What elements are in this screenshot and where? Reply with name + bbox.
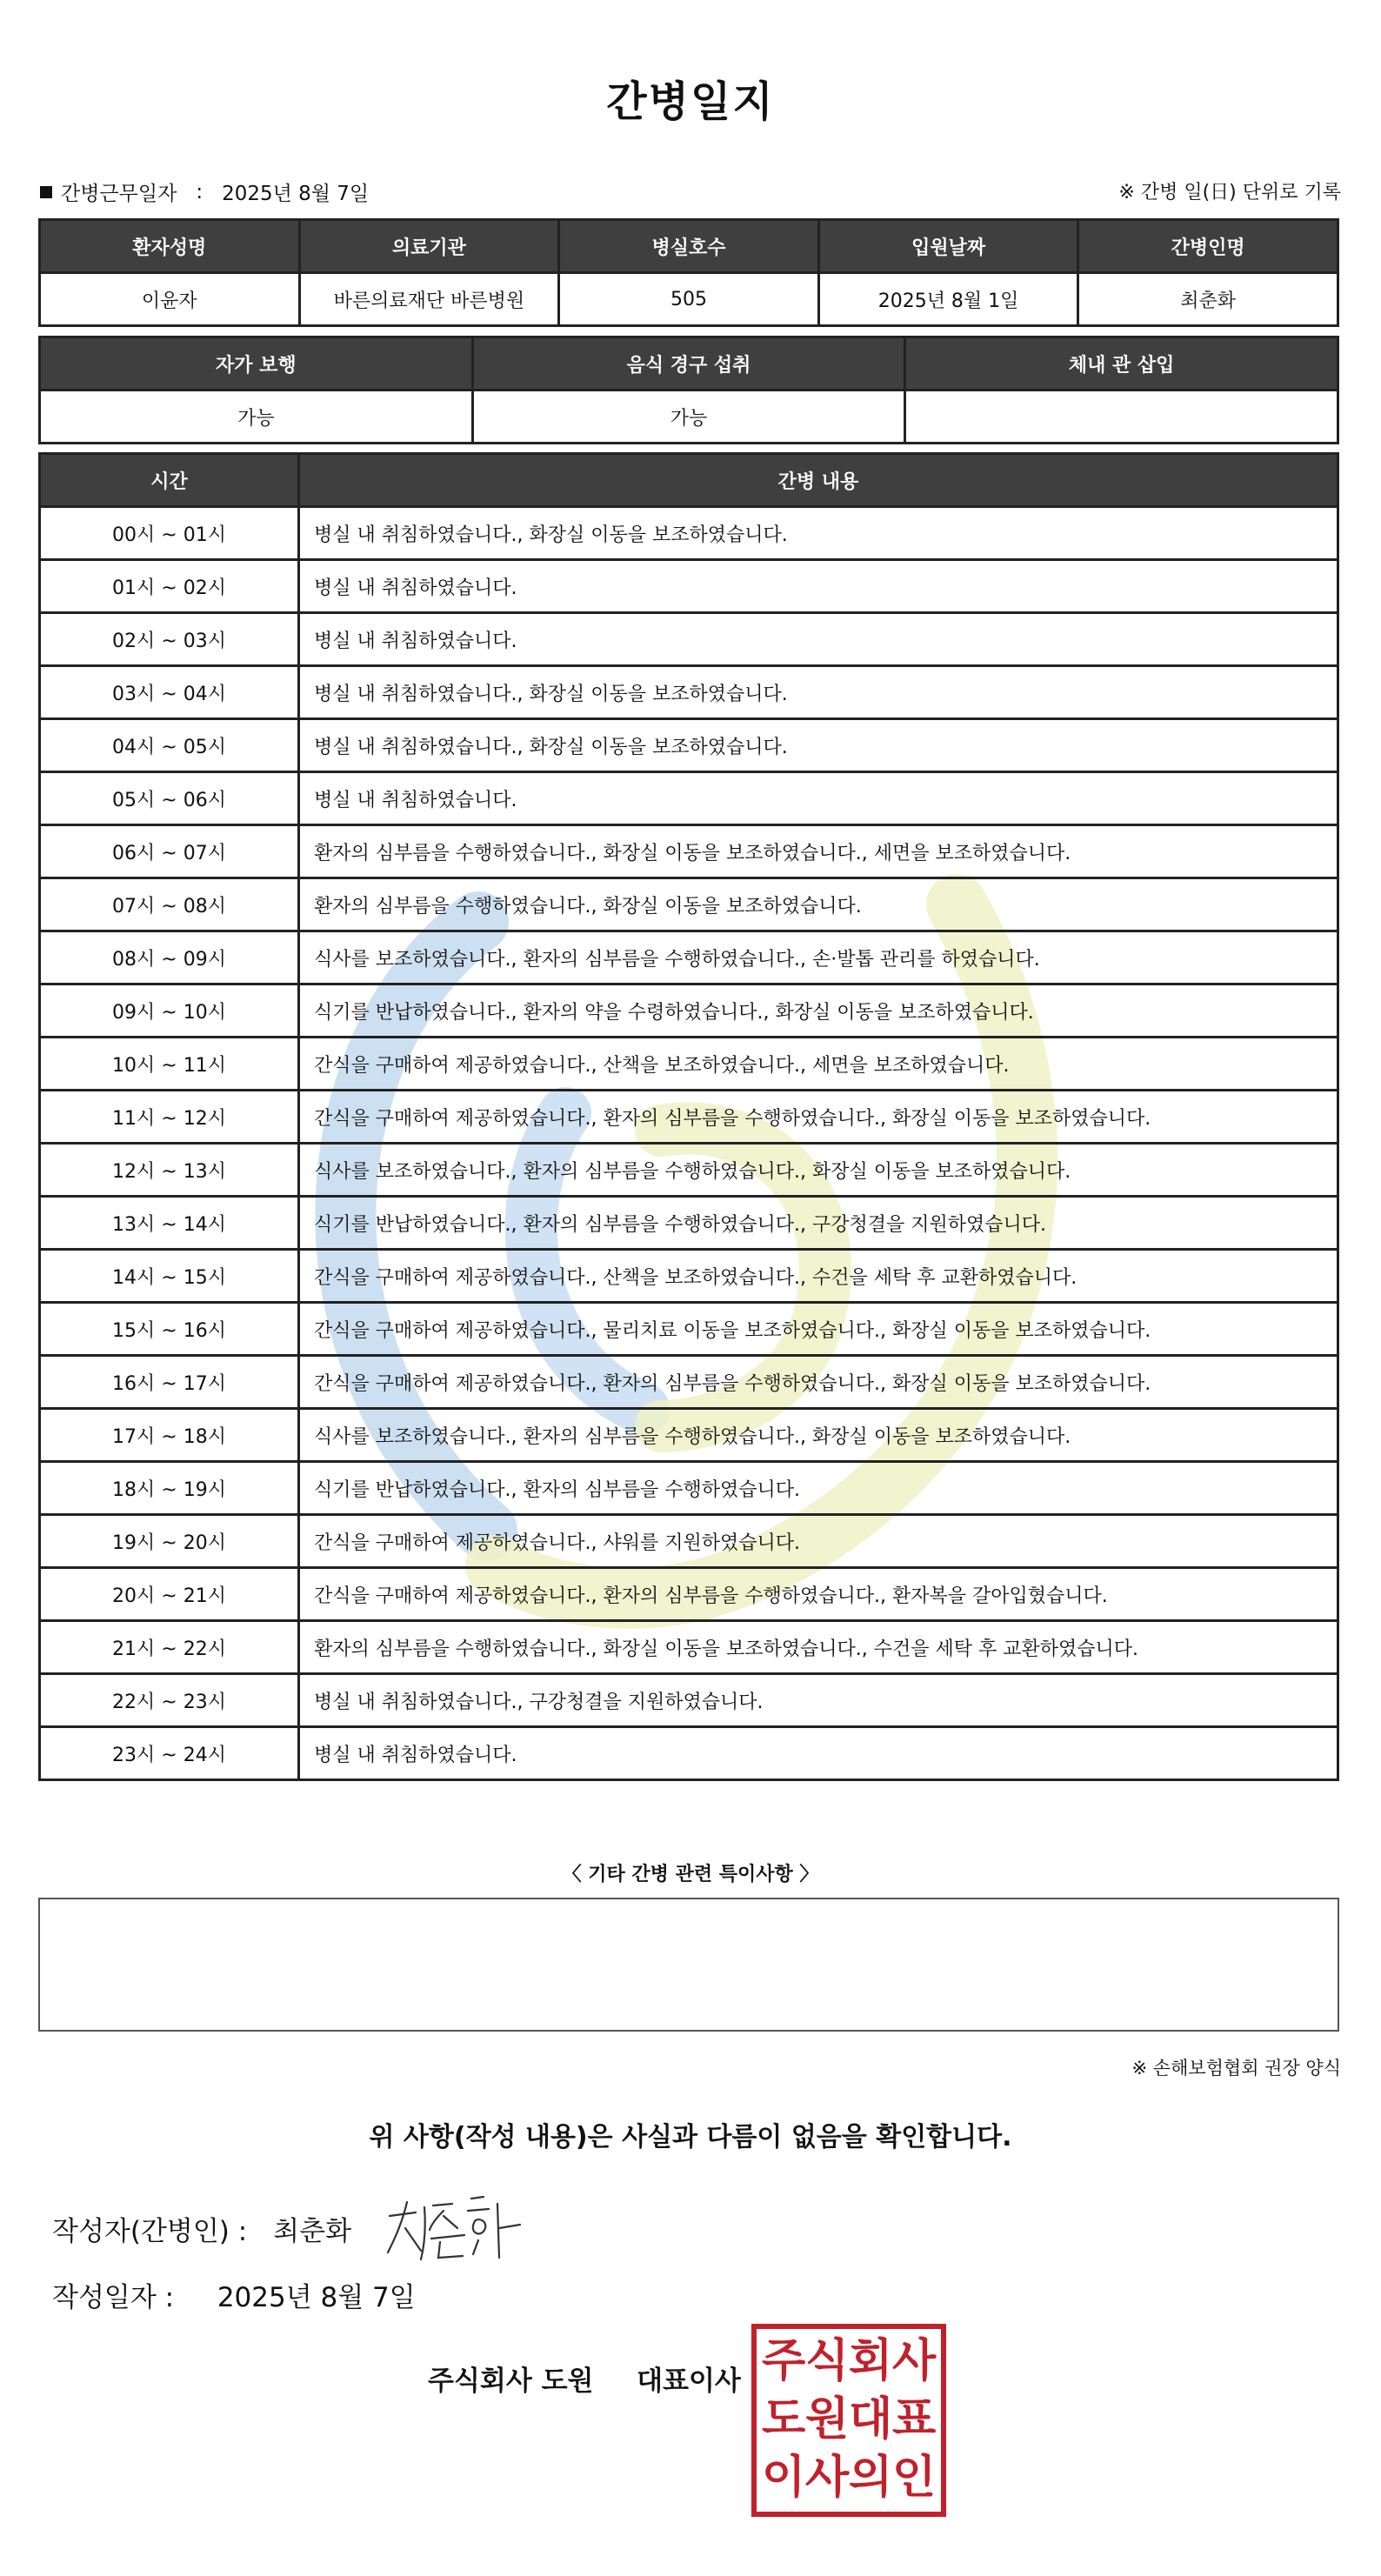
writer-line [52,2209,351,2248]
special-notes-title: 〈 기타 간병 관련 특이사항 〉 [562,1864,819,1885]
log-content: 환자의 심부름을 수행하였습니다., 화장실 이동을 보조하였습니다., 수건을 세탁 후 교환하였습니다. [299,1621,1338,1674]
table-row [40,984,1338,1038]
log-content: 병실 내 취침하였습니다., 화장실 이동을 보조하였습니다. [299,507,1338,560]
log-content: 식기를 반납하였습니다., 환자의 약을 수령하였습니다., 화장실 이동을 보조하였습니다. [299,984,1338,1038]
log-time: 21시 ~ 22시 [40,1621,299,1674]
log-content: 환자의 심부름을 수행하였습니다., 화장실 이동을 보조하였습니다., 세면을 보조하였습니다. [299,825,1338,878]
log-time: 19시 ~ 20시 [40,1515,299,1568]
log-content: 간식을 구매하여 제공하였습니다., 샤워를 지원하였습니다. [299,1515,1338,1568]
patient-info-table [38,218,1339,327]
log-content: 간식을 구매하여 제공하였습니다., 물리치료 이동을 보조하였습니다., 화장실 이동을 보조하였습니다. [299,1303,1338,1356]
care-date-value: 2025년 8월 7일 [222,183,370,205]
log-time: 04시 ~ 05시 [40,719,299,772]
log-time: 17시 ~ 18시 [40,1409,299,1462]
log-content: 병실 내 취침하였습니다. [299,560,1338,613]
patient-info-value-row [40,273,1338,326]
company-line [428,2359,741,2398]
log-content: 환자의 심부름을 수행하였습니다., 화장실 이동을 보조하였습니다. [299,878,1338,931]
company-role: 대표이사 [637,2366,741,2397]
table-row [40,1303,1338,1356]
log-time: 01시 ~ 02시 [40,560,299,613]
header-tube-insertion: 체내 관 삽입 [905,337,1338,390]
write-date-label: 작성일자 : [52,2282,175,2313]
log-time: 11시 ~ 12시 [40,1091,299,1144]
log-time: 02시 ~ 03시 [40,613,299,666]
log-time: 10시 ~ 11시 [40,1038,299,1091]
log-content: 식사를 보조하였습니다., 환자의 심부름을 수행하였습니다., 화장실 이동을 보조하였습니다. [299,1409,1338,1462]
log-body [40,507,1338,1780]
log-content: 식사를 보조하였습니다., 환자의 심부름을 수행하였습니다., 손·발톱 관리를 하였습니다. [299,931,1338,984]
seal-character: 회 [849,2335,893,2387]
care-date-label: 간병근무일자 [61,183,177,205]
patient-name: 이윤자 [40,273,300,326]
table-row [40,1409,1338,1462]
header-patient-name: 환자성명 [40,220,300,273]
log-time: 09시 ~ 10시 [40,984,299,1038]
table-row [40,825,1338,878]
record-unit-note: ※ 간병 일(日) 단위로 기록 [1118,182,1341,204]
table-row [40,1568,1338,1621]
hospital-name: 바른의료재단 바른병원 [299,273,559,326]
log-content: 식기를 반납하였습니다., 환자의 심부름을 수행하였습니다., 구강청결을 지원하였습니다. [299,1197,1338,1250]
log-time: 06시 ~ 07시 [40,825,299,878]
seal-character: 사 [805,2452,850,2504]
header-hospital: 의료기관 [299,220,559,273]
write-date-line [52,2275,416,2314]
log-content: 병실 내 취침하였습니다. [299,1727,1338,1780]
bullet-square-icon [40,186,52,198]
writer-label: 작성자(간병인) : [52,2216,248,2247]
table-row [40,931,1338,984]
header-care-content: 간병 내용 [299,454,1338,507]
table-row [40,1144,1338,1197]
log-time: 20시 ~ 21시 [40,1568,299,1621]
log-content: 병실 내 취침하였습니다. [299,772,1338,825]
log-content: 식사를 보조하였습니다., 환자의 심부름을 수행하였습니다., 화장실 이동을 보조하였습니다. [299,1144,1338,1197]
oral-intake-value: 가능 [472,390,905,444]
table-row [40,1356,1338,1409]
company-seal-stamp [751,2324,946,2517]
care-date-separator: : [196,180,203,204]
header-time: 시간 [40,454,299,507]
seal-character: 대 [849,2393,893,2446]
table-row [40,560,1338,613]
special-notes-box [38,1898,1339,2032]
seal-character: 도 [762,2393,806,2446]
log-time: 08시 ~ 09시 [40,931,299,984]
log-content: 간식을 구매하여 제공하였습니다., 산책을 보조하였습니다., 수건을 세탁 후 교환하였습니다. [299,1250,1338,1303]
table-row [40,719,1338,772]
company-name: 주식회사 도원 [428,2366,594,2397]
log-content: 병실 내 취침하였습니다., 화장실 이동을 보조하였습니다. [299,666,1338,719]
seal-character: 의 [849,2452,893,2504]
seal-character: 표 [892,2393,937,2446]
hourly-care-log-table [38,452,1339,1781]
log-content: 간식을 구매하여 제공하였습니다., 환자의 심부름을 수행하였습니다., 환자복을 갈아입혔습니다. [299,1568,1338,1621]
handwritten-signature-icon [381,2190,529,2268]
log-content: 병실 내 취침하였습니다. [299,613,1338,666]
log-content: 식기를 반납하였습니다., 환자의 심부름을 수행하였습니다. [299,1462,1338,1515]
table-row [40,666,1338,719]
header-oral-intake: 음식 경구 섭취 [472,337,905,390]
header-caregiver-name: 간병인명 [1078,220,1338,273]
log-time: 07시 ~ 08시 [40,878,299,931]
log-content: 간식을 구매하여 제공하였습니다., 산책을 보조하였습니다., 세면을 보조하였습니다. [299,1038,1338,1091]
log-content: 간식을 구매하여 제공하였습니다., 환자의 심부름을 수행하였습니다., 화장실 이동을 보조하였습니다. [299,1091,1338,1144]
recommend-form-note: ※ 손해보험협회 권장 양식 [1131,2058,1341,2079]
log-time: 03시 ~ 04시 [40,666,299,719]
log-content: 병실 내 취침하였습니다., 화장실 이동을 보조하였습니다. [299,719,1338,772]
seal-characters [762,2332,936,2508]
log-time: 12시 ~ 13시 [40,1144,299,1197]
care-date-line [40,177,369,206]
log-time: 05시 ~ 06시 [40,772,299,825]
table-row [40,1674,1338,1727]
room-number: 505 [559,273,819,326]
log-time: 15시 ~ 16시 [40,1303,299,1356]
status-value-row [40,390,1338,444]
seal-character: 주 [762,2335,806,2387]
table-row [40,1091,1338,1144]
writer-name: 최춘화 [273,2216,352,2247]
table-row [40,772,1338,825]
seal-character: 이 [762,2452,806,2504]
log-time: 16시 ~ 17시 [40,1356,299,1409]
table-row [40,1462,1338,1515]
log-time: 18시 ~ 19시 [40,1462,299,1515]
seal-character: 인 [892,2452,937,2504]
table-row [40,613,1338,666]
log-time: 22시 ~ 23시 [40,1674,299,1727]
header-room-number: 병실호수 [559,220,819,273]
seal-character: 사 [892,2335,937,2387]
seal-character: 원 [805,2393,850,2446]
log-content: 병실 내 취침하였습니다., 구강청결을 지원하였습니다. [299,1674,1338,1727]
table-row [40,1038,1338,1091]
confirmation-statement: 위 사항(작성 내용)은 사실과 다름이 없음을 확인합니다. [369,2122,1012,2152]
patient-info-header-row [40,220,1338,273]
log-time: 13시 ~ 14시 [40,1197,299,1250]
log-time: 00시 ~ 01시 [40,507,299,560]
log-time: 23시 ~ 24시 [40,1727,299,1780]
patient-status-table [38,336,1339,444]
table-row [40,878,1338,931]
table-row [40,1727,1338,1780]
table-row [40,507,1338,560]
header-admission-date: 입원날짜 [818,220,1078,273]
table-row [40,1515,1338,1568]
write-date-value: 2025년 8월 7일 [217,2282,416,2313]
caregiver-name: 최춘화 [1078,273,1338,326]
status-header-row [40,337,1338,390]
table-row [40,1197,1338,1250]
page-title: 간병일지 [606,77,775,126]
table-row [40,1250,1338,1303]
log-time: 14시 ~ 15시 [40,1250,299,1303]
log-header-row [40,454,1338,507]
log-content: 간식을 구매하여 제공하였습니다., 환자의 심부름을 수행하였습니다., 화장실 이동을 보조하였습니다. [299,1356,1338,1409]
tube-insertion-value [905,390,1338,444]
admission-date: 2025년 8월 1일 [818,273,1078,326]
seal-character: 식 [805,2335,850,2387]
self-walking-value: 가능 [40,390,473,444]
table-row [40,1621,1338,1674]
header-self-walking: 자가 보행 [40,337,473,390]
